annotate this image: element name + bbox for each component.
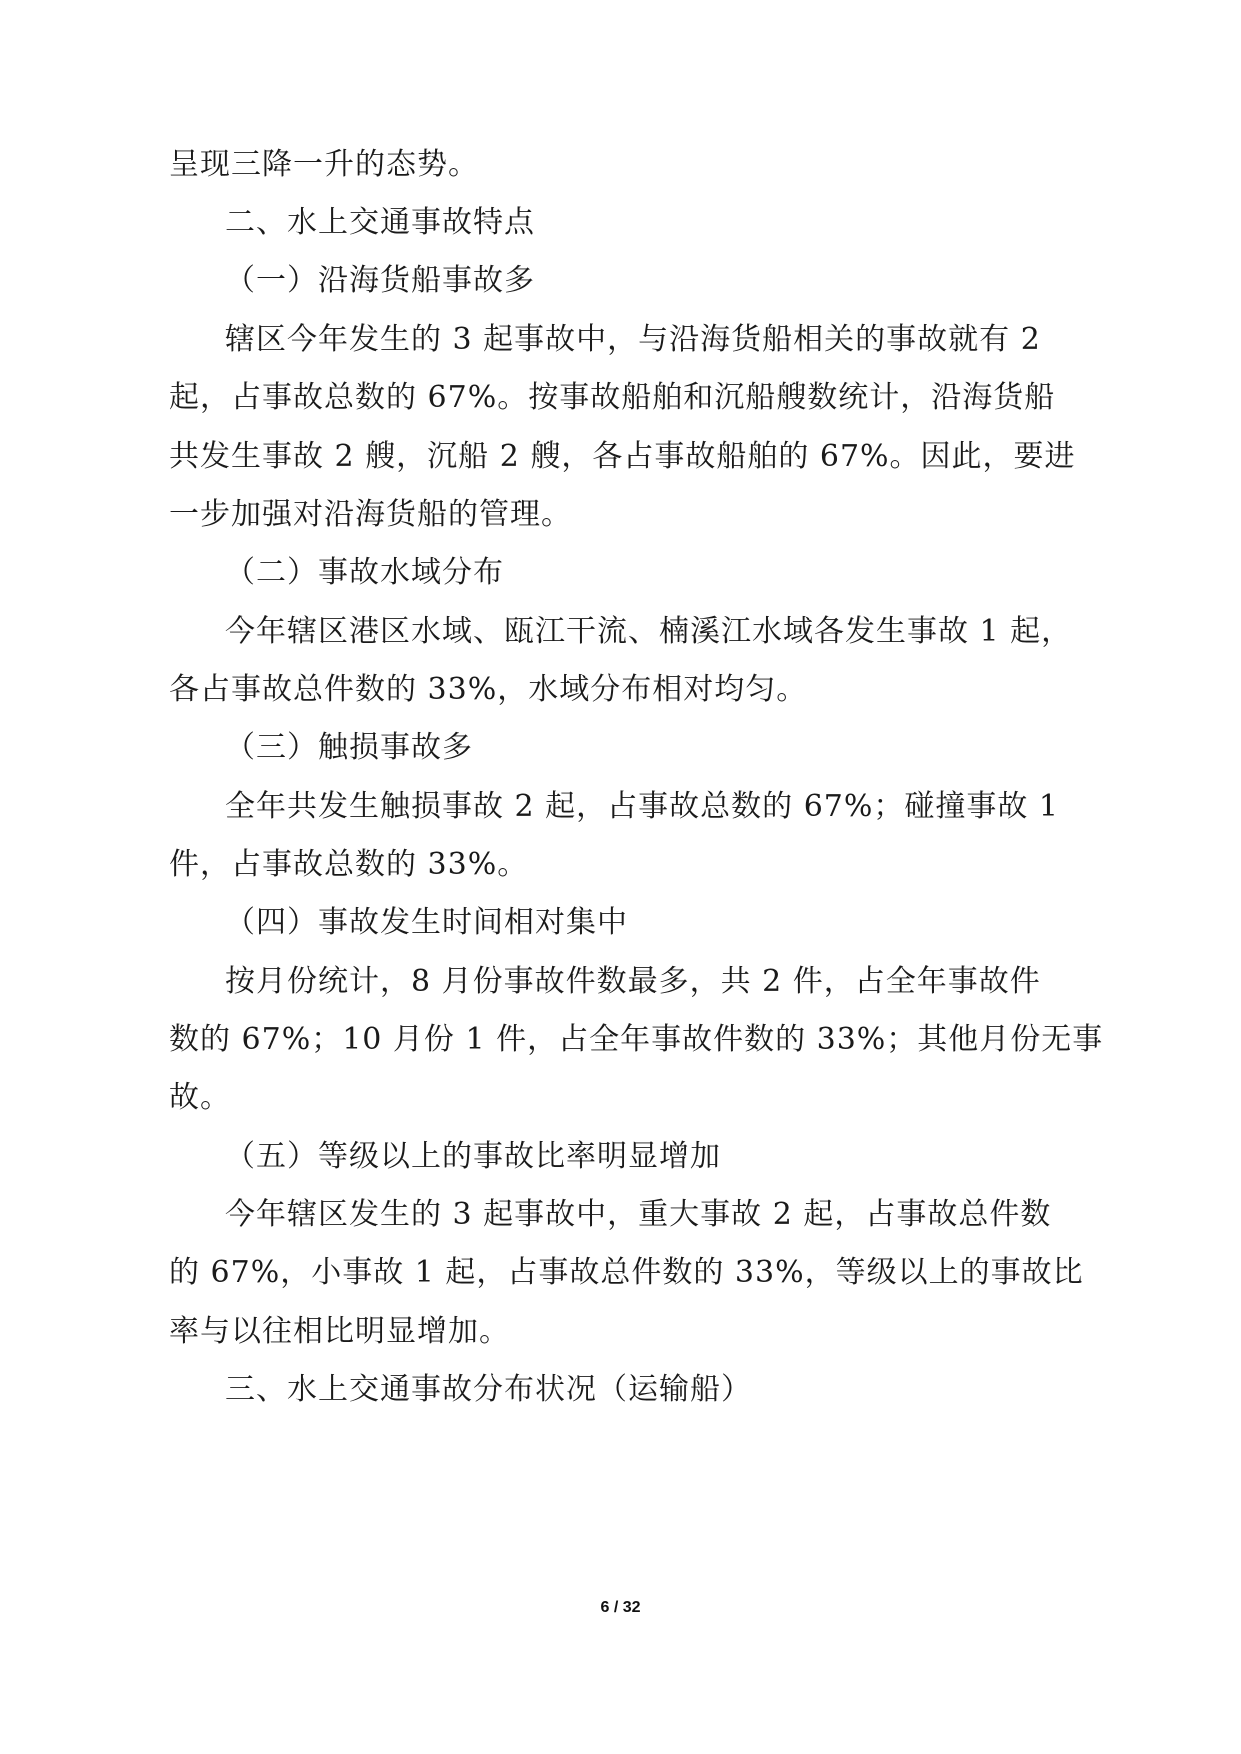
subsection-heading: （四）事故发生时间相对集中 bbox=[225, 905, 628, 940]
text-line: 今年辖区发生的 3 起事故中，重大事故 2 起，占事故总件数 bbox=[225, 1197, 1052, 1232]
section-heading: 三、水上交通事故分布状况（运输船） bbox=[225, 1372, 752, 1407]
subsection-heading: （一）沿海货船事故多 bbox=[225, 263, 535, 298]
subsection-heading: （五）等级以上的事故比率明显增加 bbox=[225, 1139, 721, 1174]
page-number: 6 / 32 bbox=[600, 1599, 641, 1616]
text-line: 共发生事故 2 艘，沉船 2 艘，各占事故船舶的 67%。因此，要进 bbox=[169, 439, 1076, 474]
subsection-heading: （二）事故水域分布 bbox=[225, 555, 504, 590]
text-line: 全年共发生触损事故 2 起，占事故总数的 67%；碰撞事故 1 bbox=[225, 789, 1059, 824]
text-line: 各占事故总件数的 33%，水域分布相对均匀。 bbox=[169, 672, 808, 707]
subsection-heading: （三）触损事故多 bbox=[225, 730, 473, 765]
text-line: 率与以往相比明显增加。 bbox=[169, 1314, 510, 1349]
text-line: 今年辖区港区水域、瓯江干流、楠溪江水域各发生事故 1 起， bbox=[225, 614, 1073, 649]
section-heading: 二、水上交通事故特点 bbox=[225, 205, 535, 240]
text-line: 故。 bbox=[169, 1080, 231, 1115]
text-line: 数的 67%；10 月份 1 件，占全年事故件数的 33%；其他月份无事 bbox=[169, 1022, 1104, 1057]
text-line: 一步加强对沿海货船的管理。 bbox=[169, 497, 572, 532]
text-line: 按月份统计，8 月份事故件数最多，共 2 件，占全年事故件 bbox=[225, 964, 1041, 999]
text-line: 的 67%，小事故 1 起，占事故总件数的 33%，等级以上的事故比 bbox=[169, 1255, 1084, 1290]
text-line: 件，占事故总数的 33%。 bbox=[169, 847, 529, 882]
text-line: 起，占事故总数的 67%。按事故船舶和沉船艘数统计，沿海货船 bbox=[169, 380, 1056, 415]
text-line: 辖区今年发生的 3 起事故中，与沿海货船相关的事故就有 2 bbox=[225, 322, 1041, 357]
text-line: 呈现三降一升的态势。 bbox=[169, 147, 479, 182]
